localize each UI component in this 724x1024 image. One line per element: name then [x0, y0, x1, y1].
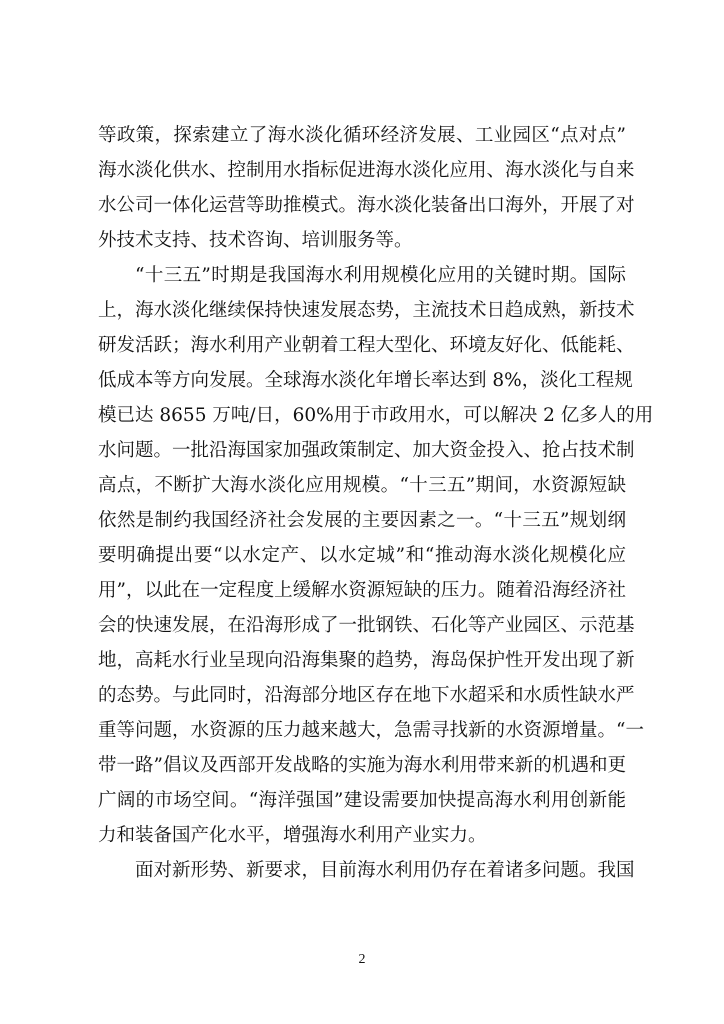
text-line: 水公司一体化运营等助推模式。海水淡化装备出口海外，开展了对 [98, 195, 635, 216]
text-line: 水问题。一批沿海国家加强政策制定、加大资金投入、抢占技术制 [98, 440, 635, 461]
text-line: 低成本等方向发展。全球海水淡化年增长率达到 8%，淡化工程规 [98, 370, 633, 391]
text-line: 外技术支持、技术咨询、培训服务等。 [98, 230, 413, 251]
text-line: 的态势。与此同时，沿海部分地区存在地下水超采和水质性缺水严 [98, 685, 635, 706]
page-number: 2 [358, 952, 366, 967]
text-line: 用”，以此在一定程度上缓解水资源短缺的压力。随着沿海经济社 [98, 580, 626, 601]
text-line: 模已达 8655 万吨/日，60%用于市政用水，可以解决 2 亿多人的用 [98, 405, 654, 426]
text-line: 等政策，探索建立了海水淡化循环经济发展、工业园区“点对点” [98, 125, 626, 146]
text-line: 高点，不断扩大海水淡化应用规模。“十三五”期间，水资源短缺 [98, 475, 626, 496]
body-text [98, 118, 654, 888]
text-line: 依然是制约我国经济社会发展的主要因素之一。“十三五”规划纲 [98, 510, 626, 531]
text-line: 海水淡化供水、控制用水指标促进海水淡化应用、海水淡化与自来 [98, 160, 635, 181]
text-line: 要明确提出要“以水定产、以水定城”和“推动海水淡化规模化应 [98, 545, 626, 566]
text-line: 地，高耗水行业呈现向沿海集聚的趋势，海岛保护性开发出现了新 [98, 650, 635, 671]
text-line: 面对新形势、新要求，目前海水利用仍存在着诸多问题。我国 [135, 860, 635, 881]
text-line: 上，海水淡化继续保持快速发展态势，主流技术日趋成熟，新技术 [98, 300, 635, 321]
text-line: 研发活跃；海水利用产业朝着工程大型化、环境友好化、低能耗、 [98, 335, 635, 356]
text-line: 会的快速发展，在沿海形成了一批钢铁、石化等产业园区、示范基 [98, 615, 635, 636]
text-line: 广阔的市场空间。“海洋强国”建设需要加快提高海水利用创新能 [98, 790, 626, 811]
text-line: 力和装备国产化水平，增强海水利用产业实力。 [98, 825, 487, 846]
text-line: 带一路”倡议及西部开发战略的实施为海水利用带来新的机遇和更 [98, 755, 626, 776]
text-line: “十三五”时期是我国海水利用规模化应用的关键时期。国际 [135, 265, 626, 286]
text-line: 重等问题，水资源的压力越来越大，急需寻找新的水资源增量。“一 [98, 720, 644, 741]
